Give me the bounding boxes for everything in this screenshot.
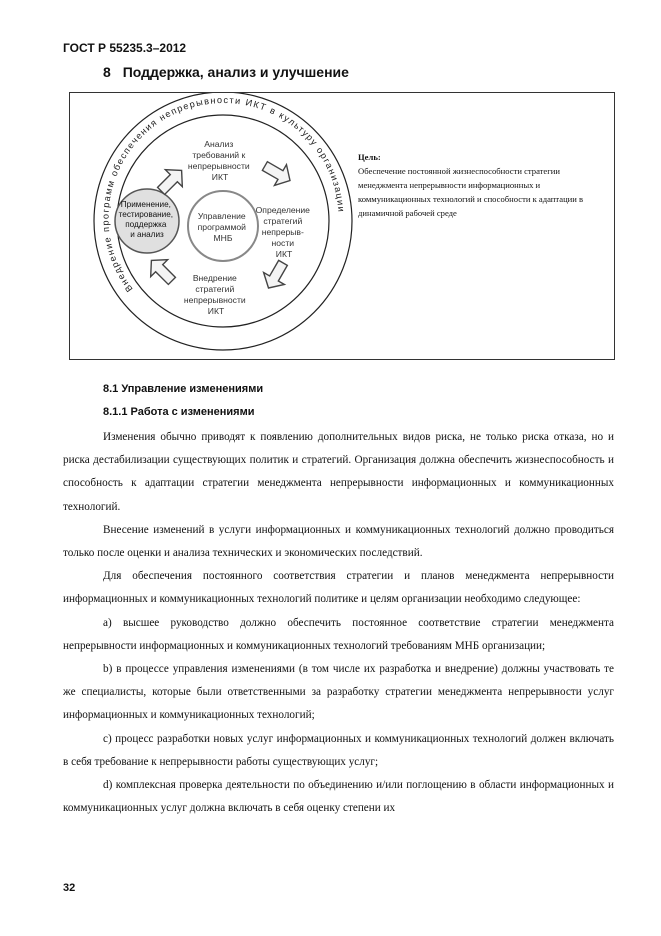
paragraph: Изменения обычно приводят к появлению дополнительных видов риска, не только риска отказа, но и риска дестабилизации существующих политик и стратегий. Организация должна обеспечить жизнеспособность и способность к адаптации стратегии менеджмента непрерывности информационных и коммуникационных технологий.: [63, 431, 614, 513]
goal-title: Цель:: [358, 152, 381, 162]
section-heading: [103, 64, 349, 80]
list-item: а) высшее руководство должно обеспечить постоянное соответствие стратегии менеджмента непрерывности информационных и коммуникационных технологий требованиям МНБ организации;: [63, 616, 614, 652]
list-item: c) процесс разработки новых услуг информационных и коммуникационных технологий должен включать в себя требование к непрерывности работы существующих услуг;: [63, 732, 614, 768]
list-item: d) комплексная проверка деятельности по объединению и/или поглощению в области информационных и коммуникационных услуг должна включать в себя оценку степени их: [63, 779, 614, 815]
subsection-heading: 8.1.1 Работа с изменениями: [103, 406, 255, 418]
bottom-label: Внедрение стратегий непрерывности ИКТ: [183, 273, 246, 316]
left-label: Применение, тестирование, поддержка и анализ: [118, 200, 174, 239]
right-label: Определение стратегий непрерыв- ности ИКТ: [255, 205, 310, 259]
section-number: 8: [103, 64, 111, 80]
document-code: ГОСТ Р 55235.3–2012: [63, 41, 187, 55]
outer-ring-text: Внедрение программ обеспечения непрерывности ИКТ в культуру организации: [100, 95, 347, 294]
arrow-bottom-right-icon: [258, 257, 293, 294]
center-label: Управление программой МНБ: [197, 211, 246, 243]
body-text: [63, 426, 614, 820]
arrow-bottom-left-icon: [143, 252, 180, 289]
goal-block: [358, 150, 588, 220]
list-item: b) в процессе управления изменениями (в том числе их разработка и внедрение) должны участвовать те же специалисты, которые были ответственными за разработку стратегии менеджмента непрерывности услуг информационных и коммуникационных технологий;: [63, 663, 614, 722]
figure-frame: [69, 92, 615, 360]
page-number: 32: [63, 882, 76, 894]
paragraph: Внесение изменений в услуги информационных и коммуникационных технологий должно проводиться только после оценки и анализа технических и экономических последствий.: [63, 523, 614, 560]
top-label: Анализ требований к непрерывности ИКТ: [187, 139, 250, 182]
section-title: Поддержка, анализ и улучшение: [122, 64, 349, 80]
paragraph: Для обеспечения постоянного соответствия стратегии и планов менеджмента непрерывности информационных и коммуникационных технологий политике и целям организации необходимо следующее:: [63, 570, 614, 606]
goal-text: Обеспечение постоянной жизнеспособности стратегии менеджмента непрерывности информационных и коммуникационных технологий и способности к адаптации в динамичной рабочей среде: [358, 166, 584, 218]
cycle-diagram: [70, 93, 616, 361]
arrow-top-right-icon: [259, 156, 296, 191]
subsection-heading: 8.1 Управление изменениями: [103, 383, 264, 395]
